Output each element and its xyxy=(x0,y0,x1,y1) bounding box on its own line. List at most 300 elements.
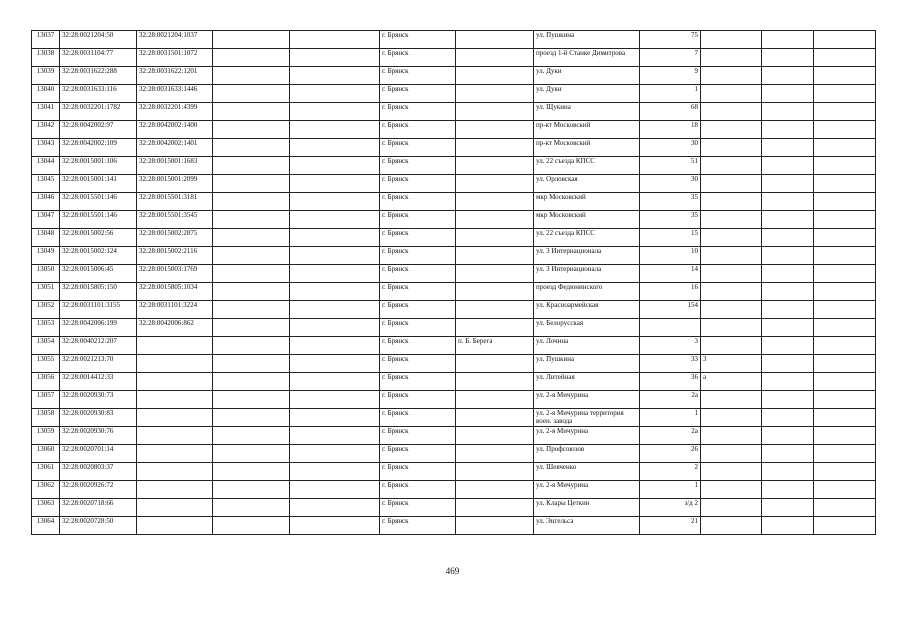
building-cell xyxy=(701,175,762,193)
parcel-number-cell xyxy=(137,445,213,463)
locality-cell xyxy=(456,67,534,85)
empty-col-cell xyxy=(290,409,380,427)
city-cell: г. Брянск xyxy=(380,247,456,265)
locality-cell xyxy=(456,319,534,337)
cadastral-number-cell: 32:28:0014412:33 xyxy=(60,373,137,391)
extra-col-cell xyxy=(814,373,876,391)
house-number-cell: 33 xyxy=(640,355,701,373)
empty-col-cell xyxy=(290,427,380,445)
city-cell: г. Брянск xyxy=(380,121,456,139)
locality-cell xyxy=(456,211,534,229)
empty-col-cell xyxy=(290,247,380,265)
extra-col-cell xyxy=(814,265,876,283)
city-cell: г. Брянск xyxy=(380,517,456,535)
table-row xyxy=(32,355,876,373)
cadastral-number-cell: 32:28:0031104:77 xyxy=(60,49,137,67)
extra-col-cell xyxy=(762,211,814,229)
parcel-number-cell: 32:28:0042002:1400 xyxy=(137,121,213,139)
parcel-number-cell: 32:28:0015001:1683 xyxy=(137,157,213,175)
empty-col-cell xyxy=(290,481,380,499)
empty-col-cell xyxy=(290,517,380,535)
extra-col-cell xyxy=(814,445,876,463)
empty-col-cell xyxy=(213,103,290,121)
cadastral-number-cell: 32:28:0020728:50 xyxy=(60,517,137,535)
city-cell: г. Брянск xyxy=(380,31,456,49)
table-row xyxy=(32,265,876,283)
city-cell: г. Брянск xyxy=(380,391,456,409)
street-cell: ул. Шевченко xyxy=(534,463,640,481)
house-number-cell: 30 xyxy=(640,175,701,193)
building-cell xyxy=(701,247,762,265)
city-cell: г. Брянск xyxy=(380,265,456,283)
record-number-cell: 13044 xyxy=(32,157,60,175)
extra-col-cell xyxy=(814,463,876,481)
cadastral-number-cell: 32:28:0032201:1782 xyxy=(60,103,137,121)
building-cell xyxy=(701,499,762,517)
empty-col-cell xyxy=(213,139,290,157)
empty-col-cell xyxy=(213,49,290,67)
parcel-number-cell xyxy=(137,373,213,391)
extra-col-cell xyxy=(814,67,876,85)
record-number-cell: 13040 xyxy=(32,85,60,103)
cadastral-number-cell: 32:28:0042002:109 xyxy=(60,139,137,157)
table-body xyxy=(32,31,876,535)
locality-cell xyxy=(456,301,534,319)
city-cell: г. Брянск xyxy=(380,85,456,103)
extra-col-cell xyxy=(762,499,814,517)
building-cell xyxy=(701,409,762,427)
page-number: 469 xyxy=(445,566,460,576)
cadastral-number-cell: 32:28:0031633:116 xyxy=(60,85,137,103)
building-cell xyxy=(701,391,762,409)
house-number-cell: 9 xyxy=(640,67,701,85)
table-row xyxy=(32,445,876,463)
empty-col-cell xyxy=(290,301,380,319)
table-row xyxy=(32,283,876,301)
extra-col-cell xyxy=(814,517,876,535)
table-row xyxy=(32,373,876,391)
parcel-number-cell xyxy=(137,427,213,445)
street-cell: ул. 3 Интернационала xyxy=(534,265,640,283)
table-row xyxy=(32,103,876,121)
parcel-number-cell: 32:28:0042006:862 xyxy=(137,319,213,337)
cadastral-number-cell: 32:28:0031622:288 xyxy=(60,67,137,85)
building-cell xyxy=(701,139,762,157)
parcel-number-cell: 32:28:0042002:1401 xyxy=(137,139,213,157)
empty-col-cell xyxy=(213,337,290,355)
cadastral-number-cell: 32:28:0015501:146 xyxy=(60,193,137,211)
street-cell: ул. Пушкина xyxy=(534,31,640,49)
extra-col-cell xyxy=(762,517,814,535)
table-row xyxy=(32,301,876,319)
empty-col-cell xyxy=(290,157,380,175)
record-number-cell: 13063 xyxy=(32,499,60,517)
parcel-number-cell xyxy=(137,409,213,427)
cadastral-number-cell: 32:28:0042002:97 xyxy=(60,121,137,139)
cadastral-number-cell: 32:28:0015805:150 xyxy=(60,283,137,301)
record-number-cell: 13049 xyxy=(32,247,60,265)
extra-col-cell xyxy=(762,301,814,319)
parcel-number-cell: 32:28:0031101:3224 xyxy=(137,301,213,319)
table-row xyxy=(32,175,876,193)
city-cell: г. Брянск xyxy=(380,193,456,211)
extra-col-cell xyxy=(762,373,814,391)
house-number-cell: з/д 2 xyxy=(640,499,701,517)
parcel-number-cell xyxy=(137,517,213,535)
empty-col-cell xyxy=(290,391,380,409)
extra-col-cell xyxy=(762,175,814,193)
street-cell: ул. Красноармейская xyxy=(534,301,640,319)
table-row xyxy=(32,49,876,67)
cadastral-number-cell: 32:28:0015002:56 xyxy=(60,229,137,247)
parcel-number-cell: 32:28:0015003:1769 xyxy=(137,265,213,283)
empty-col-cell xyxy=(213,355,290,373)
parcel-number-cell: 32:28:0015002:2875 xyxy=(137,229,213,247)
table-row xyxy=(32,481,876,499)
parcel-number-cell: 32:28:0031633:1446 xyxy=(137,85,213,103)
street-cell: ул. Энгельса xyxy=(534,517,640,535)
empty-col-cell xyxy=(213,427,290,445)
parcel-number-cell: 32:28:0015501:3181 xyxy=(137,193,213,211)
empty-col-cell xyxy=(213,517,290,535)
house-number-cell: 35 xyxy=(640,211,701,229)
empty-col-cell xyxy=(290,319,380,337)
street-cell: ул. Пушкина xyxy=(534,355,640,373)
locality-cell xyxy=(456,283,534,301)
building-cell xyxy=(701,481,762,499)
building-cell xyxy=(701,211,762,229)
parcel-number-cell: 32:28:0015805:1034 xyxy=(137,283,213,301)
cadastral-number-cell: 32:28:0031101:3155 xyxy=(60,301,137,319)
locality-cell xyxy=(456,229,534,247)
extra-col-cell xyxy=(814,355,876,373)
record-number-cell: 13062 xyxy=(32,481,60,499)
record-number-cell: 13042 xyxy=(32,121,60,139)
building-cell xyxy=(701,229,762,247)
parcel-number-cell xyxy=(137,499,213,517)
empty-col-cell xyxy=(290,49,380,67)
house-number-cell: 15 xyxy=(640,229,701,247)
table-row xyxy=(32,247,876,265)
city-cell: г. Брянск xyxy=(380,103,456,121)
extra-col-cell xyxy=(762,229,814,247)
table-row xyxy=(32,409,876,427)
locality-cell xyxy=(456,103,534,121)
record-number-cell: 13064 xyxy=(32,517,60,535)
house-number-cell: 14 xyxy=(640,265,701,283)
extra-col-cell xyxy=(814,229,876,247)
street-cell: пр-кт Московский xyxy=(534,139,640,157)
empty-col-cell xyxy=(290,211,380,229)
extra-col-cell xyxy=(814,499,876,517)
cadastral-number-cell: 32:28:0015006:45 xyxy=(60,265,137,283)
record-number-cell: 13053 xyxy=(32,319,60,337)
building-cell xyxy=(701,49,762,67)
cadastral-number-cell: 32:28:0020930:76 xyxy=(60,427,137,445)
record-number-cell: 13051 xyxy=(32,283,60,301)
locality-cell xyxy=(456,463,534,481)
city-cell: г. Брянск xyxy=(380,49,456,67)
house-number-cell: 16 xyxy=(640,283,701,301)
parcel-number-cell xyxy=(137,481,213,499)
empty-col-cell xyxy=(213,211,290,229)
parcel-number-cell: 32:28:0031501:1072 xyxy=(137,49,213,67)
locality-cell xyxy=(456,31,534,49)
empty-col-cell xyxy=(290,139,380,157)
building-cell xyxy=(701,157,762,175)
street-cell: ул. 22 съезда КПСС xyxy=(534,229,640,247)
record-number-cell: 13048 xyxy=(32,229,60,247)
table-row xyxy=(32,391,876,409)
table-row xyxy=(32,229,876,247)
building-cell xyxy=(701,121,762,139)
locality-cell xyxy=(456,355,534,373)
empty-col-cell xyxy=(213,499,290,517)
record-number-cell: 13038 xyxy=(32,49,60,67)
extra-col-cell xyxy=(814,157,876,175)
record-number-cell: 13045 xyxy=(32,175,60,193)
house-number-cell: 2а xyxy=(640,427,701,445)
extra-col-cell xyxy=(814,391,876,409)
extra-col-cell xyxy=(814,49,876,67)
street-cell: ул. Профсоюзов xyxy=(534,445,640,463)
building-cell xyxy=(701,301,762,319)
house-number-cell: 18 xyxy=(640,121,701,139)
city-cell: г. Брянск xyxy=(380,157,456,175)
extra-col-cell xyxy=(762,31,814,49)
building-cell: а xyxy=(701,373,762,391)
table-row xyxy=(32,499,876,517)
building-cell xyxy=(701,463,762,481)
parcel-number-cell: 32:28:0031622:1201 xyxy=(137,67,213,85)
city-cell: г. Брянск xyxy=(380,211,456,229)
house-number-cell: 30 xyxy=(640,139,701,157)
table-row xyxy=(32,211,876,229)
house-number-cell: 75 xyxy=(640,31,701,49)
empty-col-cell xyxy=(290,175,380,193)
street-cell: пр-кт Московский xyxy=(534,121,640,139)
house-number-cell: 2 xyxy=(640,463,701,481)
empty-col-cell xyxy=(213,481,290,499)
extra-col-cell xyxy=(762,139,814,157)
locality-cell xyxy=(456,121,534,139)
parcel-number-cell: 32:28:0032201:4399 xyxy=(137,103,213,121)
empty-col-cell xyxy=(213,193,290,211)
table-row xyxy=(32,85,876,103)
empty-col-cell xyxy=(213,373,290,391)
locality-cell xyxy=(456,247,534,265)
city-cell: г. Брянск xyxy=(380,283,456,301)
extra-col-cell xyxy=(762,85,814,103)
cadastral-number-cell: 32:28:0042006:199 xyxy=(60,319,137,337)
empty-col-cell xyxy=(213,31,290,49)
extra-col-cell xyxy=(762,49,814,67)
street-cell: ул. Литейная xyxy=(534,373,640,391)
extra-col-cell xyxy=(814,139,876,157)
extra-col-cell xyxy=(814,121,876,139)
street-cell: ул. Белорусская xyxy=(534,319,640,337)
empty-col-cell xyxy=(213,391,290,409)
table-row xyxy=(32,139,876,157)
cadastral-number-cell: 32:28:0020930:83 xyxy=(60,409,137,427)
empty-col-cell xyxy=(213,409,290,427)
building-cell xyxy=(701,319,762,337)
locality-cell: п. Б. Берега xyxy=(456,337,534,355)
parcel-number-cell: 32:28:0015501:3545 xyxy=(137,211,213,229)
record-number-cell: 13039 xyxy=(32,67,60,85)
locality-cell xyxy=(456,517,534,535)
cadastral-number-cell: 32:28:0020718:66 xyxy=(60,499,137,517)
extra-col-cell xyxy=(814,283,876,301)
empty-col-cell xyxy=(213,319,290,337)
cadastral-number-cell: 32:28:0020926:72 xyxy=(60,481,137,499)
cadastral-number-cell: 32:28:0040212:207 xyxy=(60,337,137,355)
extra-col-cell xyxy=(762,265,814,283)
street-cell: ул. Щукина xyxy=(534,103,640,121)
street-cell: ул. 22 съезда КПСС xyxy=(534,157,640,175)
street-cell: ул. 3 Интернационала xyxy=(534,247,640,265)
empty-col-cell xyxy=(213,247,290,265)
street-cell: ул. 2-я Мичурина xyxy=(534,481,640,499)
extra-col-cell xyxy=(814,301,876,319)
empty-col-cell xyxy=(213,463,290,481)
extra-col-cell xyxy=(814,193,876,211)
house-number-cell: 10 xyxy=(640,247,701,265)
house-number-cell: 2а xyxy=(640,391,701,409)
building-cell xyxy=(701,85,762,103)
street-cell: ул. Дуки xyxy=(534,85,640,103)
empty-col-cell xyxy=(290,229,380,247)
locality-cell xyxy=(456,481,534,499)
extra-col-cell xyxy=(762,121,814,139)
extra-col-cell xyxy=(814,337,876,355)
extra-col-cell xyxy=(762,463,814,481)
street-cell: мкр Московский xyxy=(534,211,640,229)
empty-col-cell xyxy=(290,67,380,85)
extra-col-cell xyxy=(762,67,814,85)
extra-col-cell xyxy=(814,85,876,103)
table-row xyxy=(32,157,876,175)
street-cell: ул. Орловская xyxy=(534,175,640,193)
table-row xyxy=(32,121,876,139)
locality-cell xyxy=(456,49,534,67)
house-number-cell xyxy=(640,319,701,337)
city-cell: г. Брянск xyxy=(380,409,456,427)
extra-col-cell xyxy=(762,391,814,409)
empty-col-cell xyxy=(213,121,290,139)
parcel-number-cell: 32:28:0015001:2099 xyxy=(137,175,213,193)
house-number-cell: 1 xyxy=(640,409,701,427)
extra-col-cell xyxy=(814,103,876,121)
empty-col-cell xyxy=(213,283,290,301)
empty-col-cell xyxy=(213,301,290,319)
extra-col-cell xyxy=(762,481,814,499)
locality-cell xyxy=(456,265,534,283)
street-cell: ул. 2-я Мичурина xyxy=(534,427,640,445)
locality-cell xyxy=(456,409,534,427)
house-number-cell: 26 xyxy=(640,445,701,463)
empty-col-cell xyxy=(290,31,380,49)
cadastral-number-cell: 32:28:0015001:106 xyxy=(60,157,137,175)
extra-col-cell xyxy=(762,193,814,211)
parcel-number-cell: 32:28:0015002:2116 xyxy=(137,247,213,265)
cadastral-number-cell: 32:28:0015501:146 xyxy=(60,211,137,229)
empty-col-cell xyxy=(290,373,380,391)
building-cell xyxy=(701,265,762,283)
record-number-cell: 13043 xyxy=(32,139,60,157)
house-number-cell: 7 xyxy=(640,49,701,67)
record-number-cell: 13060 xyxy=(32,445,60,463)
empty-col-cell xyxy=(290,193,380,211)
extra-col-cell xyxy=(762,409,814,427)
parcel-number-cell xyxy=(137,463,213,481)
empty-col-cell xyxy=(290,355,380,373)
record-number-cell: 13046 xyxy=(32,193,60,211)
extra-col-cell xyxy=(762,247,814,265)
building-cell xyxy=(701,283,762,301)
city-cell: г. Брянск xyxy=(380,301,456,319)
parcel-number-cell xyxy=(137,391,213,409)
extra-col-cell xyxy=(814,481,876,499)
record-number-cell: 13050 xyxy=(32,265,60,283)
table-row xyxy=(32,319,876,337)
cadastral-number-cell: 32:28:0015002:124 xyxy=(60,247,137,265)
registry-table xyxy=(31,30,876,535)
street-cell: мкр Московский xyxy=(534,193,640,211)
parcel-number-cell: 32:28:0021204:1037 xyxy=(137,31,213,49)
record-number-cell: 13047 xyxy=(32,211,60,229)
locality-cell xyxy=(456,157,534,175)
locality-cell xyxy=(456,427,534,445)
house-number-cell: 154 xyxy=(640,301,701,319)
extra-col-cell xyxy=(814,319,876,337)
street-cell: ул. 2-я Мичурина территория воен. завода xyxy=(534,409,640,427)
extra-col-cell xyxy=(814,247,876,265)
locality-cell xyxy=(456,193,534,211)
house-number-cell: 35 xyxy=(640,193,701,211)
city-cell: г. Брянск xyxy=(380,355,456,373)
extra-col-cell xyxy=(814,427,876,445)
empty-col-cell xyxy=(213,229,290,247)
city-cell: г. Брянск xyxy=(380,337,456,355)
record-number-cell: 13057 xyxy=(32,391,60,409)
extra-col-cell xyxy=(762,103,814,121)
cadastral-number-cell: 32:28:0020930:73 xyxy=(60,391,137,409)
house-number-cell: 51 xyxy=(640,157,701,175)
record-number-cell: 13054 xyxy=(32,337,60,355)
empty-col-cell xyxy=(290,85,380,103)
street-cell: ул. 2-я Мичурина xyxy=(534,391,640,409)
empty-col-cell xyxy=(213,67,290,85)
table-row xyxy=(32,193,876,211)
record-number-cell: 13056 xyxy=(32,373,60,391)
empty-col-cell xyxy=(290,463,380,481)
house-number-cell: 1 xyxy=(640,481,701,499)
empty-col-cell xyxy=(213,85,290,103)
city-cell: г. Брянск xyxy=(380,445,456,463)
house-number-cell: 1 xyxy=(640,85,701,103)
extra-col-cell xyxy=(762,157,814,175)
extra-col-cell xyxy=(762,445,814,463)
extra-col-cell xyxy=(762,355,814,373)
extra-col-cell xyxy=(762,337,814,355)
locality-cell xyxy=(456,175,534,193)
city-cell: г. Брянск xyxy=(380,139,456,157)
extra-col-cell xyxy=(814,31,876,49)
extra-col-cell xyxy=(762,319,814,337)
locality-cell xyxy=(456,499,534,517)
record-number-cell: 13041 xyxy=(32,103,60,121)
